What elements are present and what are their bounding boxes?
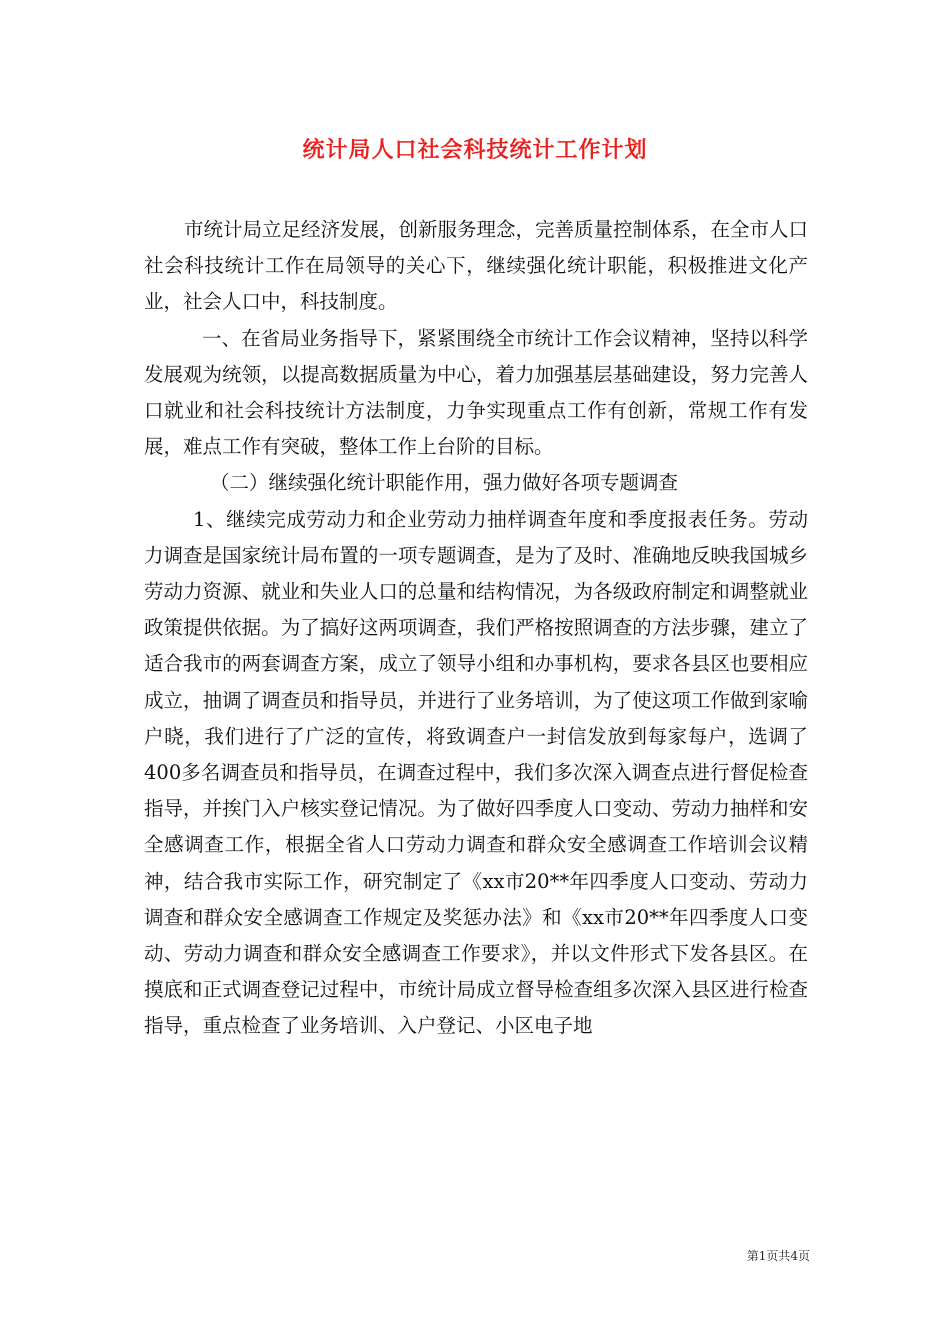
- paragraph-section-one: 一、在省局业务指导下，紧紧围绕全市统计工作会议精神，坚持以科学发展观为统领，以提高数据质量为中心，着力加强基层基础建设，努力完善人口就业和社会科技统计方法制度，力争实现重点工作有创新，常规工作有发展，难点工作有突破，整体工作上台阶的目标。: [144, 326, 808, 459]
- paragraph-intro: 市统计局立足经济发展，创新服务理念，完善质量控制体系，在全市人口社会科技统计工作在局领导的关心下，继续强化统计职能，积极推进文化产业，社会人口中，科技制度。: [144, 218, 809, 314]
- paragraph-item-one: 1、继续完成劳动力和企业劳动力抽样调查年度和季度报表任务。劳动力调查是国家统计局布置的一项专题调查，是为了及时、准确地反映我国城乡劳动力资源、就业和失业人口的总量和结构情况，为各级政府制定和调整就业政策提供依据。为了搞好这两项调查，我们严格按照调查的方法步骤，建立了适合我市的两套调查方案，成立了领导小组和办事机构，要求各县区也要相应成立，抽调了调查员和指导员，并进行了业务培训，为了使这项工作做到家喻户晓，我们进行了广泛的宣传，将致调查户一封信发放到每家每户，选调了400多名调查员和指导员，在调查过程中，我们多次深入调查点进行督促检查指导，并挨门入户核实登记情况。为了做好四季度人口变动、劳动力抽样和安全感调查工作，根据全省人口劳动力调查和群众安全感调查工作培训会议精神，结合我市实际工作，研究制定了《xx市20**年四季度人口变动、劳动力调查和群众安全感调查工作规定及奖惩办法》和《xx市20**年四季度人口变动、劳动力调查和群众安全感调查工作要求》，并以文件形式下发各县区。在摸底和正式调查登记过程中，市统计局成立督导检查组多次深入县区进行检查指导，重点检查了业务培训、入户登记、小区电子地: [144, 507, 808, 1038]
- document-title: 统计局人口社会科技统计工作计划: [302, 137, 648, 163]
- page-number: 第1页共4页: [746, 1249, 810, 1263]
- document-body: [144, 212, 808, 1045]
- paragraph-heading-two: （二）继续强化统计职能作用，强力做好各项专题调查: [210, 471, 679, 495]
